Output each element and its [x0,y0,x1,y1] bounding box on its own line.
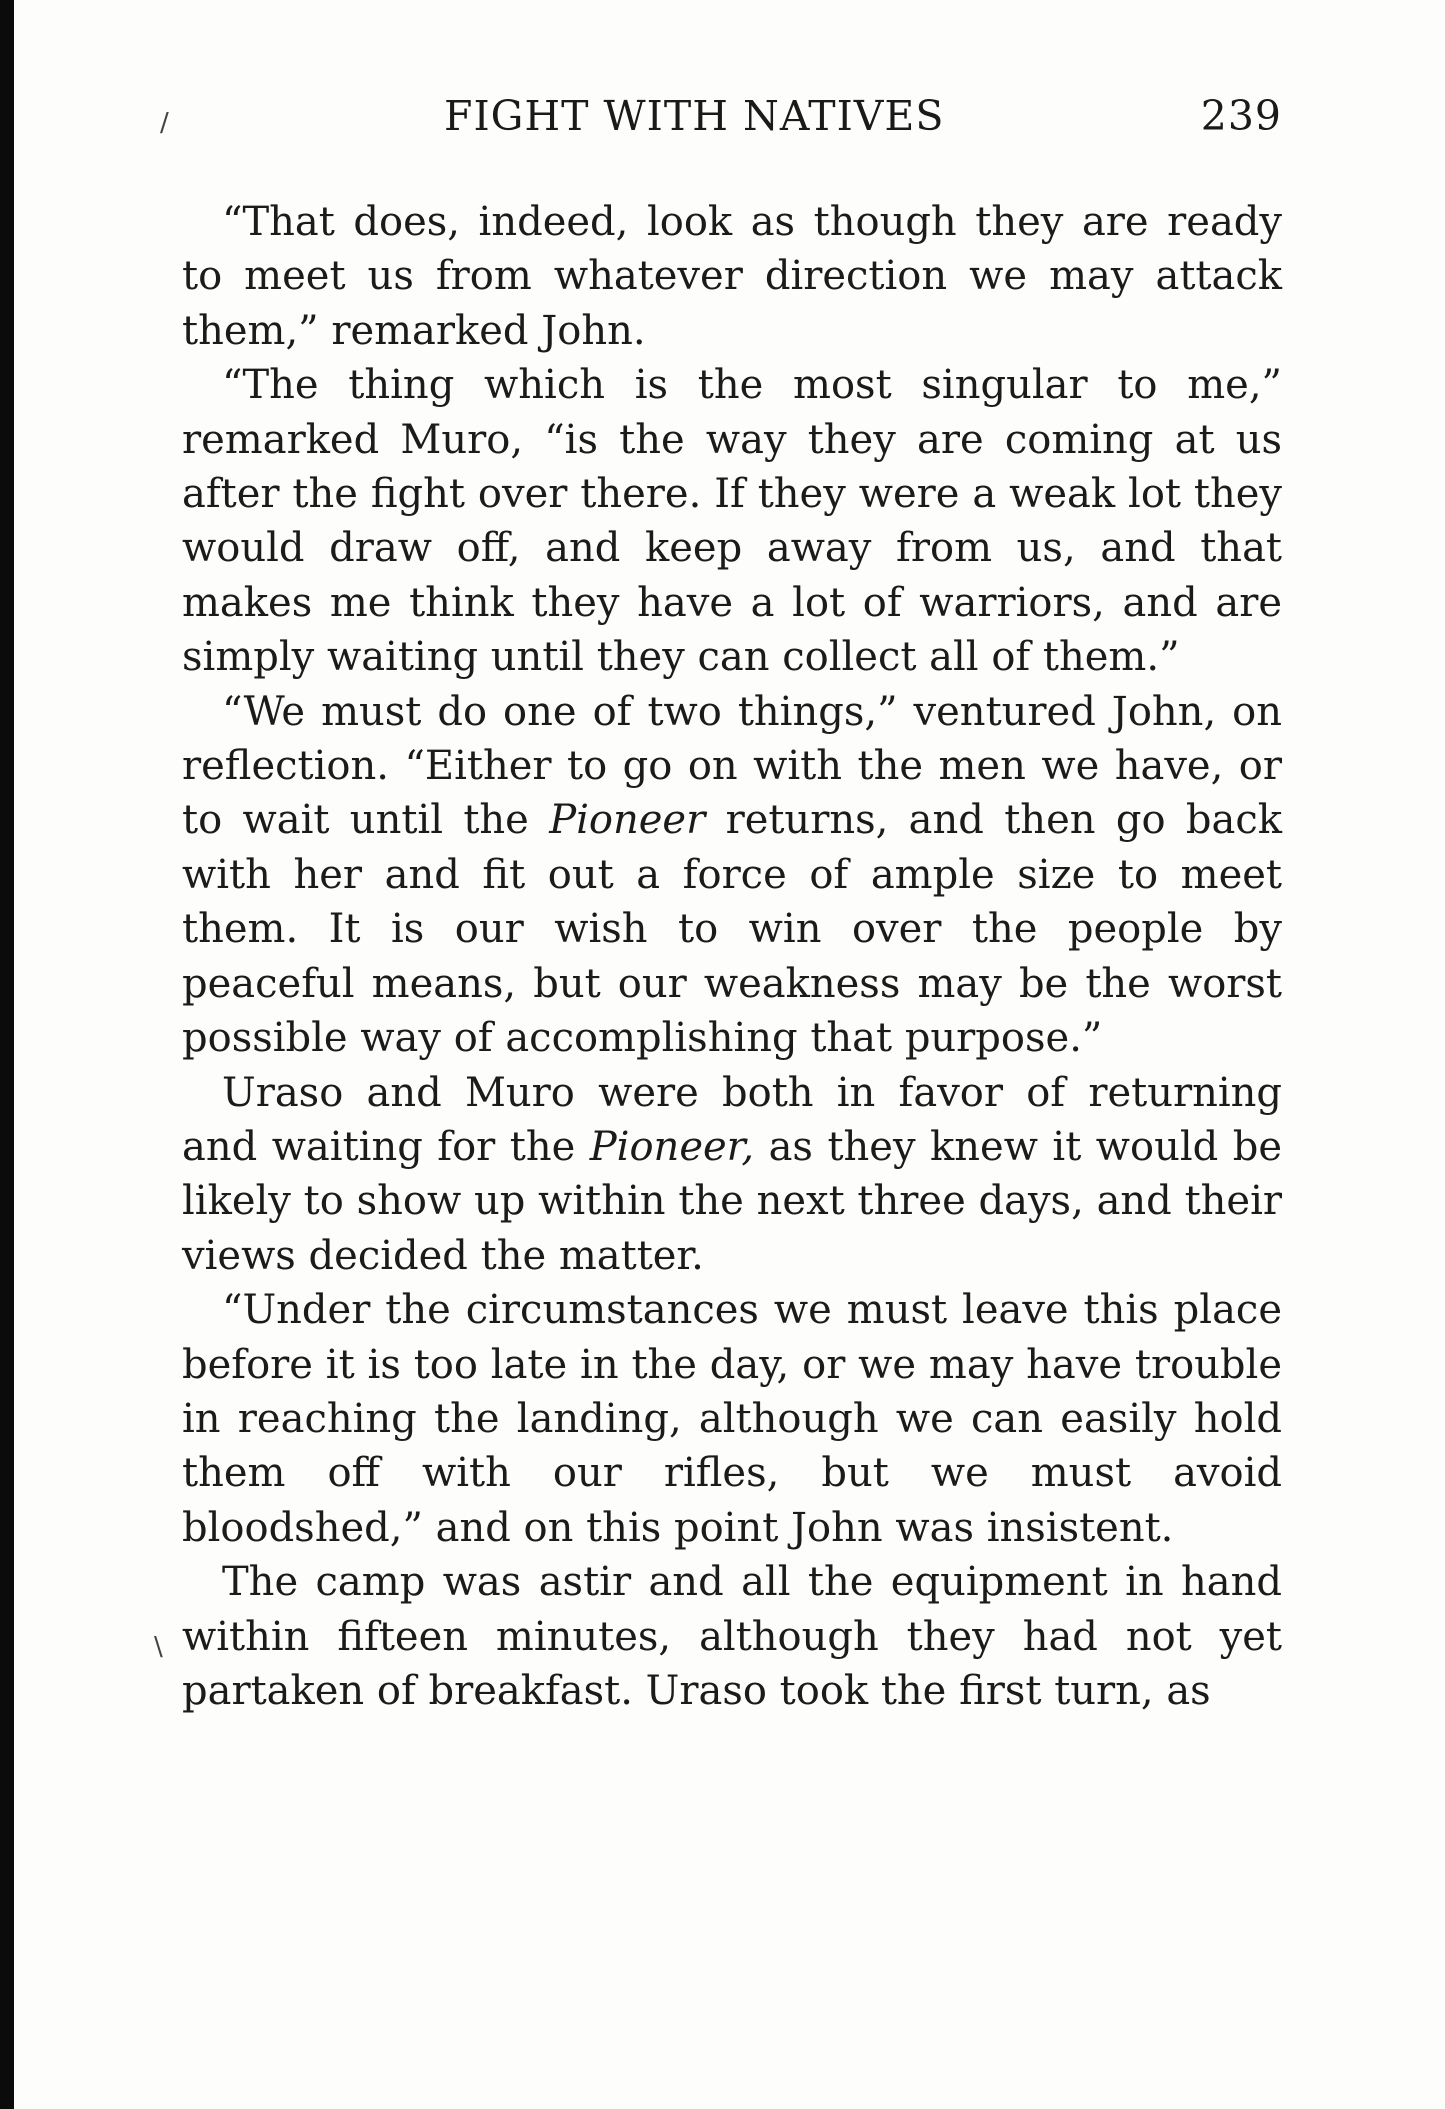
running-head [182,92,1282,152]
body-text [182,195,1282,1718]
paragraph: “The thing which is the most singular to me,” remarked Muro, “is the way they are coming at us after the fight over there. If they were a weak lot they would draw off, and keep away from us, and that makes me think they have a lot of warriors, and are simply waiting until they can collect all of them.” [182,362,1282,681]
paragraph: “We must do one of two things,” ventured John, on reflection. “Either to go on with the men we have, or to wait until the Pioneer returns, and then go back with her and fit out a force of ample size to meet them. It is our wish to win over the people by peaceful means, but our weakness may be the worst possible way of accomplishing that purpose.” [182,688,1282,1062]
ship-name: Pioneer [549,797,706,844]
paragraph: “That does, indeed, look as though they are ready to meet us from whatever direction we may attack them,” remarked John. [182,199,1282,354]
page-number: 239 [1200,92,1282,140]
binding-shadow [0,0,14,2109]
paragraph: “Under the circumstances we must leave this place before it is too late in the day, or we may have trouble in reaching the landing, although we can easily hold them off with our rifles, but we must avoid bloodshed,” and on this point John was insistent. [182,1287,1282,1551]
paragraph: Uraso and Muro were both in favor of returning and waiting for the Pioneer, as they knew it would be likely to show up within the next three days, and their views decided the matter. [182,1069,1282,1279]
margin-mark: \ [154,1632,163,1662]
ship-name: Pioneer, [589,1123,755,1170]
chapter-title: FIGHT WITH NATIVES [444,92,945,140]
margin-mark: / [160,108,169,138]
paragraph: The camp was astir and all the equipment in hand within fifteen minutes, although they had not yet partaken of breakfast. Uraso took the first turn, as [182,1559,1282,1714]
